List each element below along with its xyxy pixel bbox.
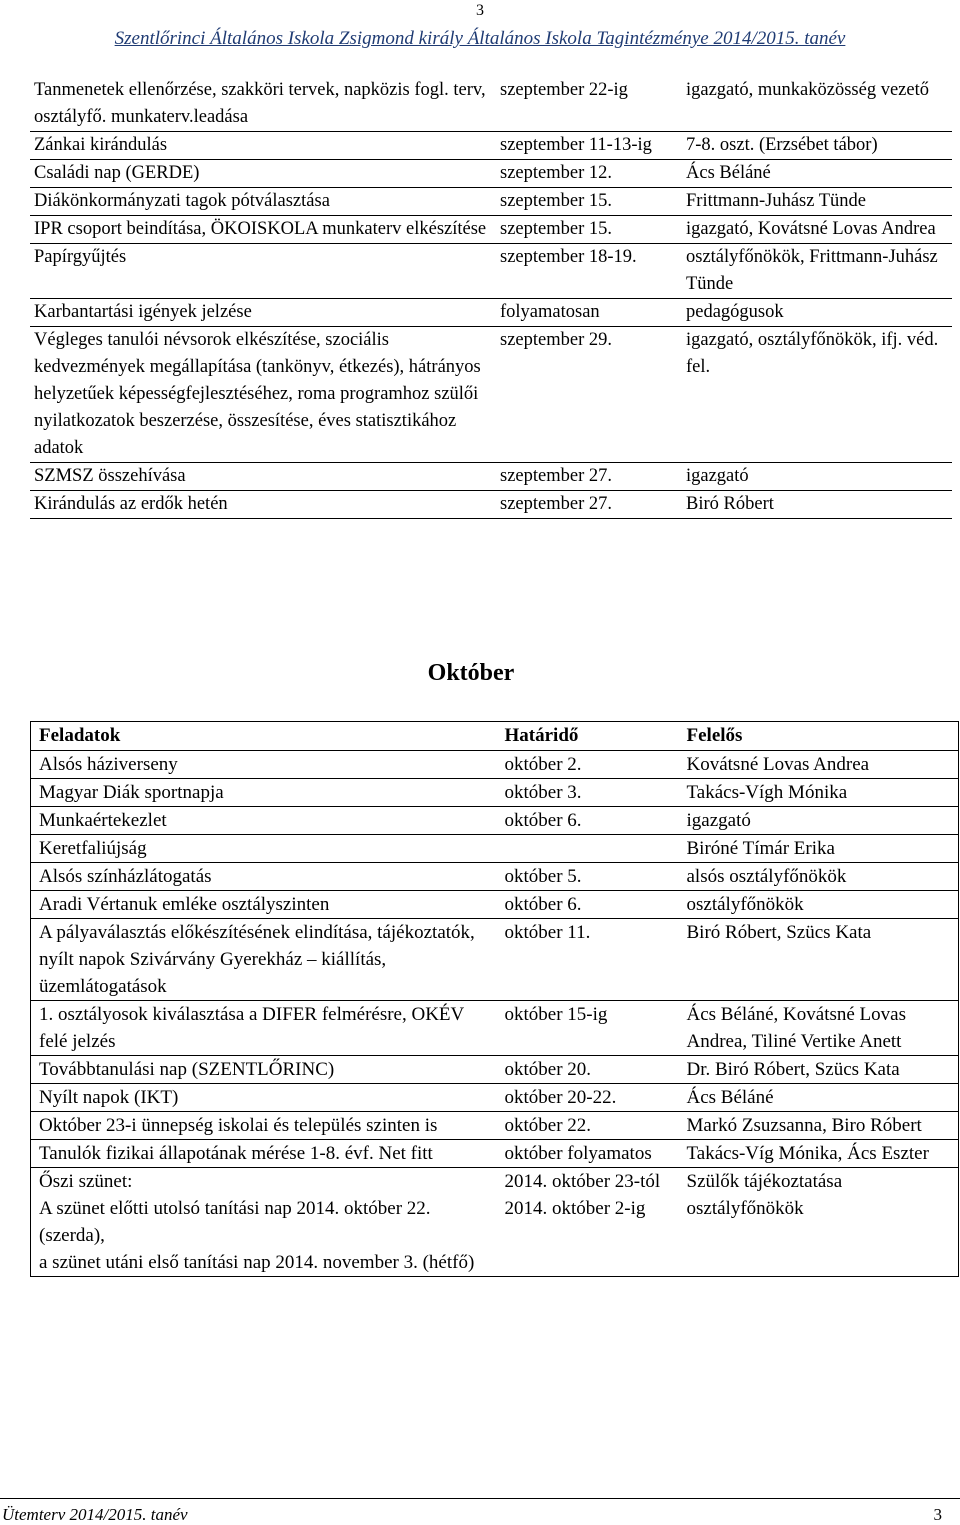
cell-task: 1. osztályosok kiválasztása a DIFER felmérésre, OKÉV felé jelzés [31, 1001, 497, 1056]
cell-responsible: osztályfőnökök, Frittmann-Juhász Tünde [686, 247, 938, 294]
cell-task: Alsós színházlátogatás [31, 863, 497, 891]
cell-task: Alsós háziverseny [31, 751, 497, 779]
cell-deadline: október 15-ig [497, 1001, 679, 1056]
table-row [31, 751, 959, 779]
table-row [31, 919, 959, 1001]
cell-task: A pályaválasztás előkészítésének elindítása, tájékoztatók, nyílt napok Szivárvány Gyerekház – kiállítás, üzemlátogatások [31, 919, 497, 1001]
cell-task: Továbbtanulási nap (SZENTLŐRINC) [31, 1056, 497, 1084]
cell-task: IPR csoport beindítása, ÖKOISKOLA munkaterv elkészítése [34, 219, 487, 239]
table-row [31, 1112, 959, 1140]
cell-responsible: alsós osztályfőnökök [679, 863, 959, 891]
table-row [31, 779, 959, 807]
table-row [30, 188, 952, 216]
cell-deadline: szeptember 11-13-ig [500, 135, 652, 155]
cell-responsible: Ács Béláné, Kovátsné Lovas Andrea, Tiliné Vertike Anett [679, 1001, 959, 1056]
cell-task: SZMSZ összehívása [34, 466, 186, 486]
cell-deadline: október 6. [497, 891, 679, 919]
cell-deadline [497, 835, 679, 863]
cell-task: Kirándulás az erdők hetén [34, 494, 228, 514]
cell-deadline: október 2. [497, 751, 679, 779]
cell-deadline: 2014. október 23-tól 2014. október 2-ig [497, 1168, 679, 1277]
table-row [31, 1056, 959, 1084]
cell-deadline: szeptember 18-19. [500, 247, 637, 267]
table-row [30, 160, 952, 188]
table-row [30, 244, 952, 299]
cell-deadline: október 20. [497, 1056, 679, 1084]
cell-task: Október 23-i ünnepség iskolai és település szinten is [31, 1112, 497, 1140]
cell-deadline: szeptember 27. [500, 466, 612, 486]
cell-responsible: Biró Róbert, Szücs Kata [679, 919, 959, 1001]
cell-responsible: Frittmann-Juhász Tünde [686, 191, 867, 211]
cell-deadline: október 5. [497, 863, 679, 891]
table-row [31, 891, 959, 919]
cell-responsible: pedagógusok [686, 302, 784, 322]
table-row [31, 835, 959, 863]
header-task: Feladatok [31, 722, 497, 751]
cell-task: Tanulók fizikai állapotának mérése 1-8. évf. Net fitt [31, 1140, 497, 1168]
cell-task: Tanmenetek ellenőrzése, szakköri tervek, napközis fogl. terv, osztályfő. munkaterv.leadása [34, 80, 486, 127]
cell-deadline: október folyamatos [497, 1140, 679, 1168]
cell-responsible: igazgató, Kovátsné Lovas Andrea [686, 219, 936, 239]
cell-task: Karbantartási igények jelzése [34, 302, 252, 322]
cell-deadline: folyamatosan [500, 302, 600, 322]
cell-deadline: szeptember 22-ig [500, 80, 628, 100]
cell-responsible: Ács Béláné [679, 1084, 959, 1112]
cell-responsible: Kovátsné Lovas Andrea [679, 751, 959, 779]
table-row [30, 77, 952, 132]
cell-deadline: október 20-22. [497, 1084, 679, 1112]
cell-responsible: Takács-Víg Mónika, Ács Eszter [679, 1140, 959, 1168]
cell-task: Végleges tanulói névsorok elkészítése, szociális kedvezmények megállapítása (tankönyv, étkezés), hátrányos helyzetűek képességfejlesztéséhez, roma programhoz szülői nyilatkozatok beszerzése, összesítése, éves statisztikához adatok [34, 330, 481, 458]
table-row [31, 863, 959, 891]
cell-deadline: október 22. [497, 1112, 679, 1140]
table-row [31, 1084, 959, 1112]
cell-responsible: Dr. Biró Róbert, Szücs Kata [679, 1056, 959, 1084]
footer-left: Ütemterv 2014/2015. tanév [2, 1505, 188, 1524]
cell-task: Diákönkormányzati tagok pótválasztása [34, 191, 330, 211]
header-title: Szentlőrinci Általános Iskola Zsigmond király Általános Iskola Tagintézménye 2014/2015. tanév [114, 28, 846, 49]
cell-responsible: Takács-Vígh Mónika [679, 779, 959, 807]
october-header-row [31, 722, 959, 751]
table-row [30, 216, 952, 244]
cell-deadline: szeptember 15. [500, 219, 612, 239]
cell-task: Aradi Vértanuk emléke osztályszinten [31, 891, 497, 919]
table-row [31, 1140, 959, 1168]
cell-task: Zánkai kirándulás [34, 135, 168, 155]
page-number: 3 [476, 2, 484, 19]
cell-responsible: Biróné Tímár Erika [679, 835, 959, 863]
cell-task: Keretfaliújság [31, 835, 497, 863]
cell-responsible: 7-8. oszt. (Erzsébet tábor) [686, 135, 878, 155]
cell-task: Papírgyűjtés [34, 247, 127, 267]
cell-responsible: igazgató [679, 807, 959, 835]
table-row [30, 463, 952, 491]
table-row [30, 327, 952, 463]
cell-task: Nyílt napok (IKT) [31, 1084, 497, 1112]
table-row [31, 1168, 959, 1277]
cell-task: Családi nap (GERDE) [34, 163, 200, 183]
table-row [30, 132, 952, 160]
table-row [31, 1001, 959, 1056]
cell-responsible: igazgató [686, 466, 749, 486]
cell-responsible: Szülők tájékoztatása osztályfőnökök [679, 1168, 959, 1277]
cell-deadline: október 6. [497, 807, 679, 835]
cell-deadline: október 11. [497, 919, 679, 1001]
cell-responsible: Ács Béláné [686, 163, 771, 183]
cell-deadline: szeptember 12. [500, 163, 612, 183]
cell-task: Őszi szünet: A szünet előtti utolsó tanítási nap 2014. október 22. (szerda), a szünet utáni első tanítási nap 2014. november 3. (hétfő) [31, 1168, 497, 1277]
cell-responsible: Biró Róbert [686, 494, 774, 514]
cell-deadline: szeptember 29. [500, 330, 612, 350]
cell-responsible: igazgató, osztályfőnökök, ifj. véd. fel. [686, 330, 939, 377]
october-title: Október [427, 660, 515, 686]
cell-responsible: igazgató, munkaközösség vezető [686, 80, 929, 100]
september-table [30, 77, 952, 519]
cell-task: Munkaértekezlet [31, 807, 497, 835]
october-table [30, 721, 959, 1277]
cell-deadline: október 3. [497, 779, 679, 807]
header-deadline: Határidő [497, 722, 679, 751]
table-row [30, 299, 952, 327]
footer-page-number: 3 [933, 1505, 942, 1524]
cell-deadline: szeptember 27. [500, 494, 612, 514]
table-row [30, 491, 952, 519]
cell-deadline: szeptember 15. [500, 191, 612, 211]
table-row [31, 807, 959, 835]
header-responsible: Felelős [679, 722, 959, 751]
cell-responsible: Markó Zsuzsanna, Biro Róbert [679, 1112, 959, 1140]
footer [0, 1498, 960, 1525]
cell-responsible: osztályfőnökök [679, 891, 959, 919]
cell-task: Magyar Diák sportnapja [31, 779, 497, 807]
